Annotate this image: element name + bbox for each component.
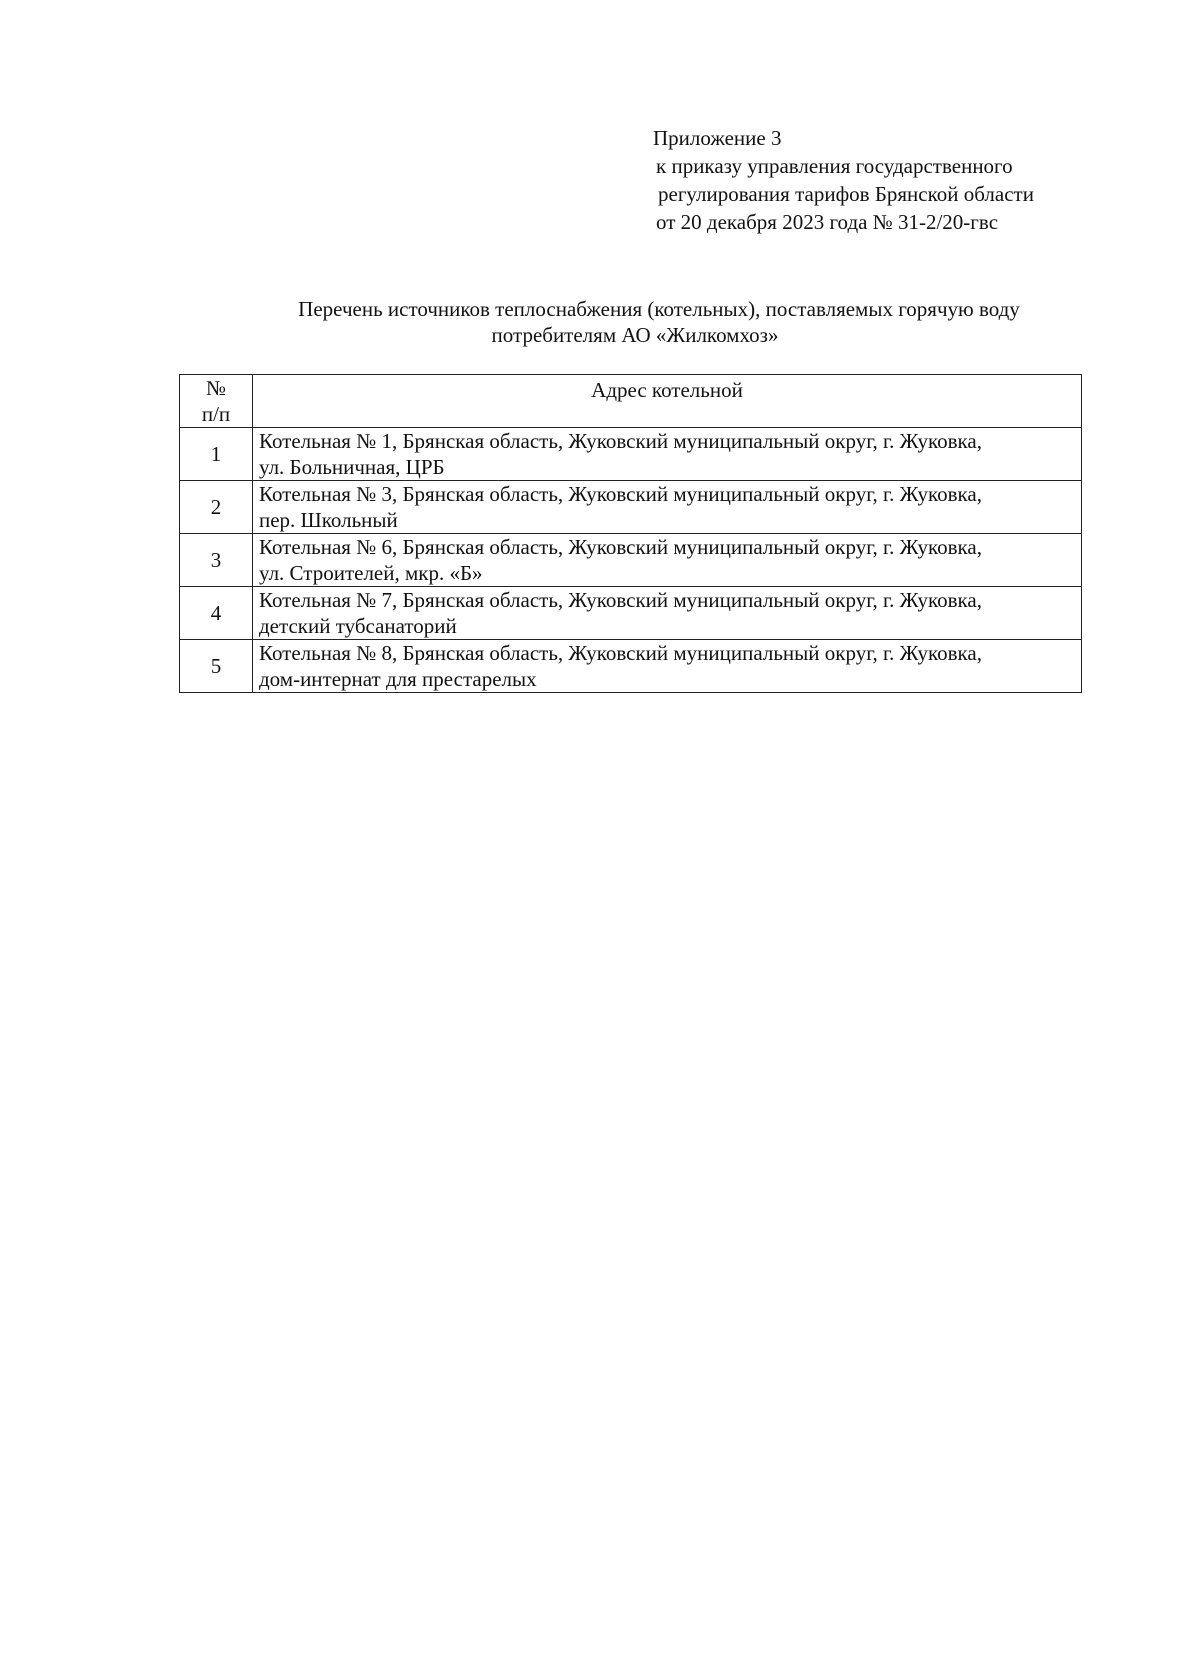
row-address-line1: Котельная № 3, Брянская область, Жуковский муниципальный округ, г. Жуковка,	[259, 482, 982, 506]
appendix-authority: регулирования тарифов Брянской области	[658, 182, 1034, 206]
table-header-row	[180, 375, 1082, 428]
row-address-line1: Котельная № 8, Брянская область, Жуковский муниципальный округ, г. Жуковка,	[259, 641, 982, 665]
row-address-line1: Котельная № 1, Брянская область, Жуковский муниципальный округ, г. Жуковка,	[259, 429, 982, 453]
row-address-line1: Котельная № 6, Брянская область, Жуковский муниципальный округ, г. Жуковка,	[259, 535, 982, 559]
header-number-abbr: п/п	[201, 402, 231, 426]
row-address	[253, 481, 1082, 534]
row-number: 5	[180, 640, 253, 693]
row-address-line2: дом-интернат для престарелых	[259, 667, 537, 691]
row-number: 4	[180, 587, 253, 640]
row-address-line2: пер. Школьный	[259, 508, 398, 532]
appendix-order-ref: к приказу управления государственного	[656, 154, 1013, 178]
row-address-line2: ул. Строителей, мкр. «Б»	[259, 561, 483, 585]
row-address	[253, 428, 1082, 481]
boiler-houses-table	[179, 374, 1082, 693]
header-number	[180, 375, 253, 428]
table-row	[180, 428, 1082, 481]
appendix-title: Приложение 3	[653, 126, 782, 150]
appendix-date-number: от 20 декабря 2023 года № 31-2/20-гвс	[656, 210, 999, 234]
row-address	[253, 587, 1082, 640]
row-address-line2: детский тубсанаторий	[259, 614, 457, 638]
row-number: 2	[180, 481, 253, 534]
appendix-block	[653, 124, 1034, 236]
row-address	[253, 534, 1082, 587]
row-address-line1: Котельная № 7, Брянская область, Жуковский муниципальный округ, г. Жуковка,	[259, 588, 982, 612]
document-title-line1: Перечень источников теплоснабжения (котельных), поставляемых горячую воду	[298, 297, 1020, 321]
document-title	[180, 296, 1090, 348]
row-number: 3	[180, 534, 253, 587]
header-number-symbol: №	[205, 376, 227, 400]
table-row	[180, 640, 1082, 693]
header-address: Адрес котельной	[253, 375, 1082, 428]
row-address	[253, 640, 1082, 693]
table-row	[180, 481, 1082, 534]
table-row	[180, 587, 1082, 640]
document-title-line2: потребителям АО «Жилкомхоз»	[491, 323, 779, 347]
table-row	[180, 534, 1082, 587]
row-number: 1	[180, 428, 253, 481]
row-address-line2: ул. Больничная, ЦРБ	[259, 455, 445, 479]
